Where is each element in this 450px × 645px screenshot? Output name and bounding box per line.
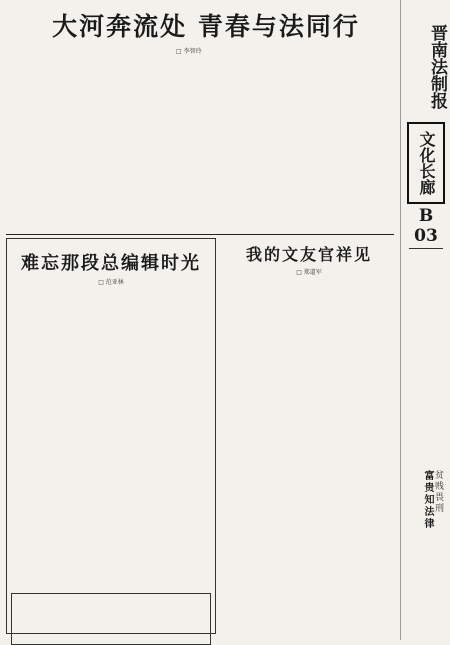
boxed-article [6,238,216,634]
masthead-sidebar [400,0,450,640]
article-divider [6,234,394,235]
page-headline: 大河奔流处 青春与法同行 [52,12,360,41]
main-content [6,6,396,634]
right-article-column [312,280,395,550]
boxed-article-columns [11,289,211,589]
date-info [417,582,435,640]
page-number: B 03 [414,206,438,246]
top-article-columns [6,54,394,224]
slogan-secondary: 贫贱畏刑 [433,470,443,514]
top-article-column [163,54,237,224]
sidebar-divider [409,248,443,249]
right-article-byline: □ 郑道军 [296,269,322,276]
right-article-column [224,280,307,550]
boxed-article-column [114,289,212,589]
newspaper-logo: 晋南法制报 [427,23,447,109]
right-article [224,238,394,628]
top-article-column [320,54,394,224]
boxed-article-byline: □ 范亚林 [98,279,124,286]
section-name: 文化长廊 [407,122,445,204]
top-article-byline: □ 李智玲 [176,48,202,55]
slogan-primary: 富贵知法律 [422,470,433,530]
top-article-column [6,54,80,224]
right-article-columns [224,280,394,550]
boxed-article-title: 难忘那段总编辑时光 [21,253,201,274]
boxed-article-column [11,289,109,589]
right-article-title: 我的文友官祥见 [245,245,372,264]
top-article-column [242,54,316,224]
top-article-column [85,54,159,224]
boxed-article-footer-box [11,593,211,645]
